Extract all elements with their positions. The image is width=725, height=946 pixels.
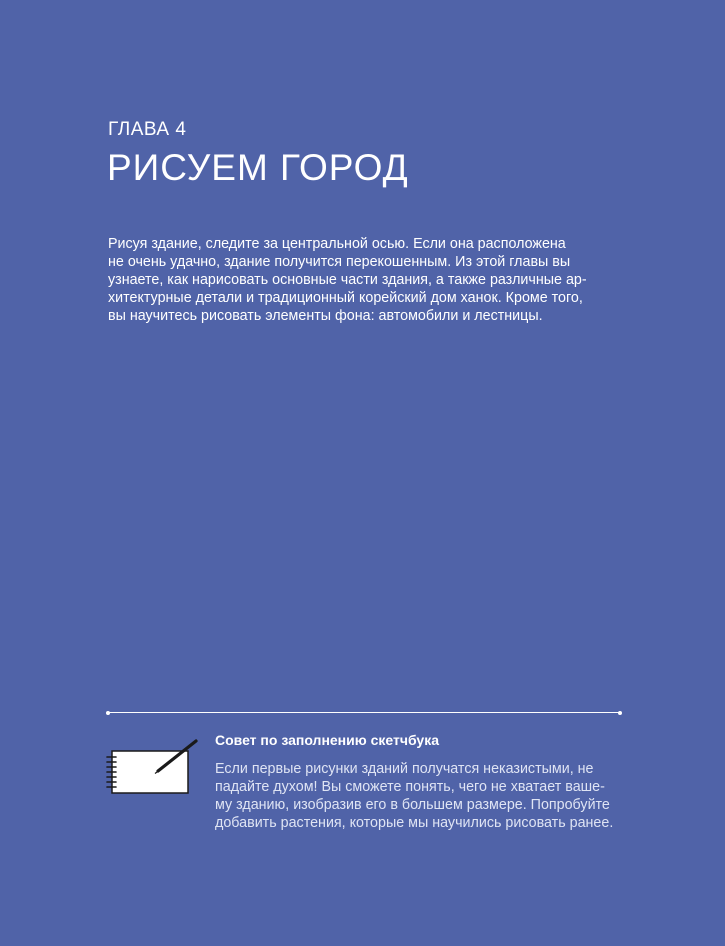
intro-paragraph: [108, 235, 628, 325]
chapter-title: РИСУЕМ ГОРОД: [107, 147, 409, 188]
chapter-label: ГЛАВА 4: [108, 119, 187, 140]
intro-line: узнаете, как нарисовать основные части здания, а также различные ар-: [108, 272, 587, 288]
tip-line: му зданию, изобразив его в большем размере. Попробуйте: [215, 797, 610, 813]
intro-line: хитектурные детали и традиционный корейский дом ханок. Кроме того,: [108, 290, 583, 306]
intro-line: не очень удачно, здание получится перекошенным. Из этой главы вы: [108, 254, 571, 270]
tip-line: Если первые рисунки зданий получатся неказистыми, не: [215, 761, 594, 777]
tip-paragraph: [215, 760, 635, 832]
tip-line: падайте духом! Вы сможете понять, чего не хватает ваше-: [215, 779, 605, 795]
tip-title: Совет по заполнению скетчбука: [215, 732, 440, 748]
tip-line: добавить растения, которые мы научились рисовать ранее.: [215, 815, 614, 831]
intro-line: Рисуя здание, следите за центральной осью. Если она расположена: [108, 236, 566, 252]
section-divider: [108, 712, 620, 713]
intro-line: вы научитесь рисовать элементы фона: автомобили и лестницы.: [108, 308, 543, 324]
sketchbook-pencil-icon: [104, 735, 200, 797]
